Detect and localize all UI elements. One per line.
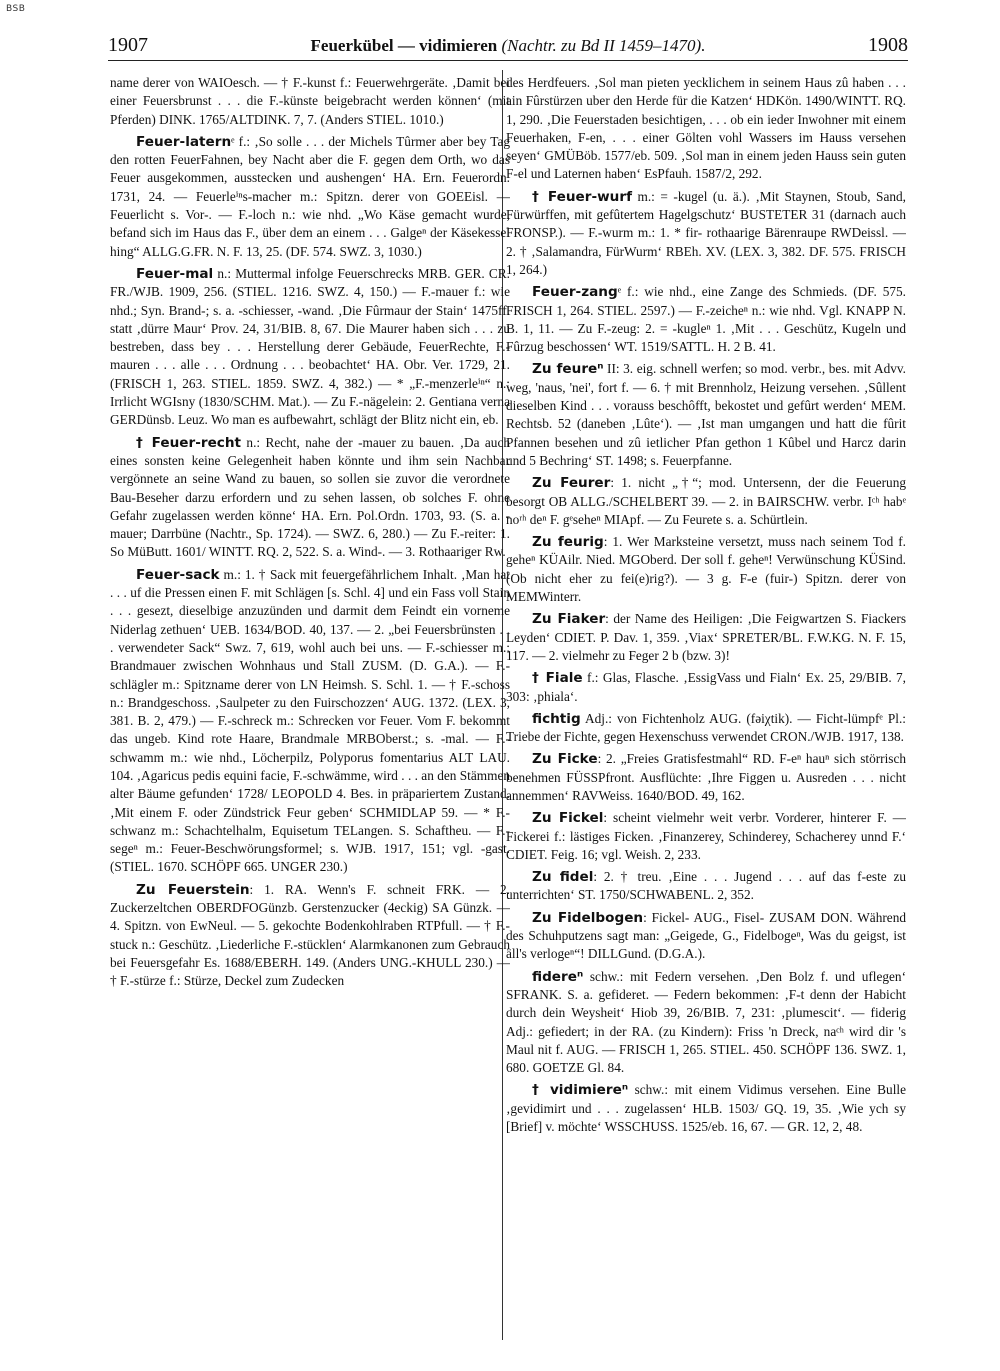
dictionary-entry: [506, 610, 906, 665]
entry-text: : der Name des Heiligen: ‚Die Feigwartzen S. Fiackers Leyden‘ CDIET. P. Dav. 1, 359. ‚Viax‘ SPRETER/BL. F.W.KG. N. F. 15, 117. — 2. vielmehr zu Feger 2 b (bzw. 3)!: [506, 611, 906, 663]
entry-headword: † vidimiereⁿ: [532, 1082, 629, 1099]
entry-headword: fidereⁿ: [532, 968, 584, 985]
dictionary-entry: [506, 188, 906, 279]
entry-headword: Zu Fidelbogen: [532, 909, 644, 926]
entry-text: : Fickel- AUG., Fisel- ZUSAM DON. Während des Schuhputzens sagt man: „Geigede, G., Fidelbogeⁿ, Was du geigst, ist äll's verlogeⁿ“! DILLGund. (D.G.A.).: [506, 909, 906, 962]
dictionary-entry: [110, 881, 510, 991]
entry-text: m.: = -kugel (u. ä.). ‚Mit Staynen, Stoub, Sand, Fürwürffen, mit gefûtertem Hagelgschutz‘ BUSTETER 31 (darnach auch FRONSP.). — F.-wurm m.: 1. * fir- rothaarige Bärenraupe RWDeissl. — 2. † ‚Salamandra, FürWurm‘ RBEh. XV. (LEX. 3, 382. DF. 575. FRISCH 1, 264.): [506, 188, 906, 277]
dictionary-entry: [506, 710, 906, 747]
right-column: [506, 74, 906, 1344]
entry-headword: † Feuer-wurf: [532, 188, 632, 205]
entry-headword: Zu Fickel: [532, 810, 604, 827]
dictionary-entry: [506, 533, 906, 606]
entry-text: : 2. „Freies Gratisfestmahl“ RD. F-eⁿ hauⁿ sich störrisch benehmen FÜSSPfront. Ausflüchte: ‚Ihre Figgen u. Ausreden . . . nicht annemmen‘ RAVWeiss. 1640/BOD. 49, 162.: [506, 751, 906, 803]
entry-text: : scheint vielmehr weit verbr. Vorderer, hinterer F. — Fickerei f.: lästiges Ficken. ‚Finanzerey, Schinderey, Schacherey unnd F.‘ CDIET. Feig. 16; vgl. Weish. 2, 233.: [506, 810, 906, 862]
dictionary-entry: [110, 566, 510, 877]
entry-text: : 1. nicht „†“; mod. Untersenn, der die Feuerung besorgt OB ALLG./SCHELBERT 39. — 2. in BAIRSCHW. verbr. Iᶜʰ habᵉ noʳʰ deⁿ F. gᵉseheⁿ MIApf. — Zu Feurete s. a. Schürtlein.: [506, 475, 906, 527]
running-title-reference: (Nachtr. zu Bd II 1459–1470).: [501, 36, 706, 55]
entry-text: : 1. RA. Wenn's F. schneit FRK. — 2. Zuckerzeltchen OBERDFOGünzb. Gerstenzucker (4eckig) SA Günzk. — 4. Spitzn. von EwNeul. — 5. gekochte Bodenkohlraben RTPfull. — † F.-stuck n.: Geschütz. ‚Liederliche F.-stücklen‘ Alarmkanonen zum Gebrauch bei Feuersgefahr Es. 1688/EBERH. 149. (Anders UNG.-KHULL 230.) — † F.-stürze f.: Stürze, Deckel zum Zudecken: [110, 881, 510, 989]
dictionary-entry: [506, 809, 906, 864]
dictionary-entry: [506, 909, 906, 964]
entry-headword: † Feuer-recht: [136, 434, 242, 451]
dictionary-entry: [110, 434, 510, 562]
left-column: [110, 74, 510, 1344]
entry-headword: Feuer-latern: [136, 133, 232, 150]
entry-text: ᵉ f.: wie nhd., eine Zange des Schmieds. (DF. 575. FRISCH 1, 264. STIEL. 2597.) — F.-zeicheⁿ n.: wie nhd. Vgl. KNAPP N. B. 1, 11. — Zu F.-zeug: 2. = -kugleⁿ 1. ‚Mit . . . Geschütz, Kugeln und Fûrzug beschossen‘ WT. 1519/SATTL. H. 2 B. 41.: [506, 284, 906, 355]
entry-headword: Zu Fiaker: [532, 611, 606, 628]
entry-headword: Zu Feuerstein: [136, 881, 250, 898]
page-header: [108, 28, 908, 61]
entry-headword: fichtig: [532, 710, 581, 727]
dictionary-entry: [110, 74, 510, 129]
entry-text: II: 3. eig. schnell werfen; so mod. verbr., bes. mit Advv. weg, 'naus, 'nei', fort f. — 6. † mit Brennholz, Heizung versehen. ‚Sûllent dieselben Kind . . . vorauss beschôfft, bekostet und gefûrt werden‘ MEM. Rechtsb. 52 (daneben ‚Lûte‘). — ‚Ist man umgangen und hatt die fûrit Pfannen besehen und zû ietlicher Pfan gethon 1 Kûbel und Harcz darin und 5 Bechring‘ ST. 1498; s. Feuerpfanne.: [506, 361, 906, 468]
entry-text: f.: Glas, Flasche. ‚EssigVass und Fialn‘ Ex. 25, 29/BIB. 7, 303: ‚phiala‘.: [506, 670, 906, 704]
entry-headword: Zu feurig: [532, 534, 604, 551]
dictionary-entry: [110, 265, 510, 430]
entry-text: n.: Muttermal infolge Feuerschrecks MRB. GER. CR. FR./WJB. 1909, 256. (STIEL. 1216. SWZ. 4, 150.) — F.-mauer f.: wie nhd.; Syn. Brand-; s. a. -schiesser, -wand. ‚Die Fûrmaur der Stain‘ 1475ff. statt ‚dürre Maur‘ Prov. 24, 31/BIB. 8, 67. Die Maurer haben sich . . . zu bestreben, dass bey . . . Herstellung derer Gebäude, FeuerRechte, F.-mauren . . . alle . . . Ordnung . . . beobachtet‘ HA. Obr. Ver. 1729, 21. (FRISCH 1, 263. STIEL. 1859. SWZ. 4, 382.) — * „F.-menzerleⁱⁿ“ n.: Irrlicht WGIsny (1830/SCHM. Mat.). — Zu F.-nägelein: 2. Gentiana verna GERDünsb. Leuz. Wo man es aufbewahrt, schlägt der Blitz nicht ein, eb.: [110, 265, 510, 428]
dictionary-entry: [506, 74, 906, 184]
entry-headword: † Fiale: [532, 670, 583, 687]
entry-text: : 1. Wer Marksteine versetzt, muss nach seinem Tod f. geheⁿ KÜAilr. Nied. MGOberd. Der soll f. geheⁿ! Verwünschung KÜSind. (Ob nicht eher zu fei(e)rig?). — 3 g. F-e (fuir-) Spitzn. derer von MEMWinterr.: [506, 534, 906, 605]
entry-text: : 2. † treu. ‚Eine . . . Jugend . . . auf das f-este zu unterrichten‘ ST. 1750/SCHWABENL. 2, 352.: [506, 869, 906, 903]
page-number-left: 1907: [108, 34, 148, 56]
dictionary-entry: [506, 360, 906, 470]
entry-headword: Zu fidel: [532, 869, 594, 886]
dictionary-entry: [506, 868, 906, 905]
entry-text: m.: 1. † Sack mit feuergefährlichem Inhalt. ‚Man hat . . . uf die Pressen einen F. mit Schlägen [s. Schl. 4] und ein Fass voll Stain . . . gesezt, dieselbige anzuzünden und darmit dem Feindt ein vorneme Niderlag zethuen‘ UEB. 1634/BOD. 40, 137. — 2. „bei Feuersbrünsten . . . verwendeter Sack“ Swz. 7, 619, wohl auch bei uns. — F.-schiesser m.: Brandmauer zwischen Wohnhaus und Stall ZUSM. (D. G.A.). — F.-schlägler m.: Spitzname derer von LN Heimsh. S. Schl. 1. — † F.-schoss n.: Brandgeschoss. ‚Saulpeter zu den Fuirschozzen‘ AUG. 1372. (LEX. 3, 381. B. 2, 479.) — F.-schreck m.: Schrecken vor Feuer. Vom F. bekommt das ungeb. Kind rote Haare, Brandmale MRBOberst.; s. -mal. — F.-schwamm m.: wie nhd., Löcherpilz, Polyporus fomentarius ALT LAU. 104. ‚Agaricus pedis equini facie, F.-schwämme, wird . . . an den Stämmen alter Bäume gefunden‘ 1728/ LEOPOLD 4. Bes. in präpariertem Zustand. ‚Mit einem F. oder Zündstrick Feur geben‘ SCHMIDLAP 59. — * F.-schwanz m.: Schachtelhalm, Equisetum TELangen. S. Schaftheu. — F.-segeⁿ m.: Feuer-Beschwörungsformel; s. WJB. 1917, 151; vgl. -gast. (STIEL. 1670. SCHÖPF 665. UNGER 230.): [110, 566, 510, 875]
entry-headword: Zu feureⁿ: [532, 361, 604, 378]
entry-text: name derer von WAIOesch. — † F.-kunst f.: Feuerwehrgeräte. ‚Damit bei einer Feuersbrunst . . . die F.-künste beigebracht werden können‘ (mit Pferden) DINK. 1765/ALTDINK. 7, 7. (Anders STIEL. 1010.): [110, 75, 510, 127]
entry-headword: Zu Feurer: [532, 475, 611, 492]
entry-text: Adj.: von Fichtenholz AUG. (fəiχtik). — Ficht-lümpfᵉ Pl.: Triebe der Fichte, gegen Hexenschuss verwendet CRON./WJB. 1917, 138.: [506, 710, 906, 745]
dictionary-entry: [506, 474, 906, 529]
entry-text: schw.: mit einem Vidimus versehen. Eine Bulle ‚gevidimirt und . . . zugelassen‘ HLB. 1503/ GQ. 19, 35. ‚Wie ych sy [Brief] v. möchte‘ WSSCHUSS. 1525/eb. 16, 67. — GR. 12, 2, 48.: [506, 1082, 906, 1135]
entry-headword: Zu Ficke: [532, 751, 598, 768]
entry-text: des Herdfeuers. ‚Sol man pieten yecklichem in seinem Haus zû haben . . . ain Fûrstürzen uber den Herde für die Katzen‘ HDKön. 1490/WINTT. RQ. 1, 290. ‚Die Feuerstaden besichtigen, . . . ob ein ieder Inwohner mit einem Feuerhaken, F-en, . . . einer Gölten vohl Wassers im Hauss versehen seyen‘ GMÜBöb. 1577/eb. 509. ‚Sol man in einem jeden Hauss sein guten F-el und Laternen haben‘ EsPfauh. 1587/2, 292.: [506, 75, 906, 182]
entry-headword: Feuer-sack: [136, 566, 220, 583]
dictionary-entry: [506, 669, 906, 706]
scan-stamp: BSB: [6, 4, 26, 14]
entry-headword: Feuer-zang: [532, 284, 618, 301]
dictionary-entry: [506, 283, 906, 356]
running-title-main: Feuerkübel — vidimieren: [310, 36, 498, 55]
dictionary-entry: [506, 968, 906, 1078]
dictionary-entry: [506, 1081, 906, 1136]
entry-text: n.: Recht, nahe der -mauer zu bauen. ‚Da auch eines sonsten keine Gelegenheit haben könnte und ihm sein Nachbar vergönnete an seine Wand zu bauen, so sollen sie zuvor die verordnete Bau-Beseher darzu erfordern und zu sehen lassen, ob solches F. ohne Gefahr zugelassen werden könne‘ HA. Ern. Pol.Ordn. 1703, 93. (S. a. -mauer; Darrbüne (Nachtr., Sp. 1724). — SWZ. 6, 280.) — Zu F.-reiter: 1. So MüButt. 1601/ WINTT. RQ. 2, 522. S. a. Wind-. — 3. Rothaariger Rw.: [110, 434, 510, 560]
page-number-right: 1908: [868, 34, 908, 56]
dictionary-entry: [506, 750, 906, 805]
entry-text: schw.: mit Federn versehen. ‚Den Bolz f. und uflegen‘ SFRANK. S. a. gefideret. — Federn bekommen: ‚F-t denn der Habicht durch dein Weysheit‘ Hiob 39, 26/BIB. 7, 231: ‚plumescit‘. — fiderig Adj.: gefiedert; in der RA. (zu Kindern): Friss 'n Dreck, naᶜʰ wird dir 's Maul nit f. AUG. — FRISCH 1, 265. STIEL. 450. SCHÖPF 136. SWZ. 1, 680. GOETZE Gl. 84.: [506, 968, 906, 1076]
entry-headword: Feuer-mal: [136, 265, 214, 282]
entry-text: ᵉ f.: ‚So solle . . . der Michels Tûrmer aber bey Tag den rotten FeuerFahnen, bey Nacht aber die F. gegen dem Orth, wo das Feuer ausgekommen, ausstecken und aushengen‘ HA. Ern. Feuerordn. 1731, 24. — Feuerleⁱⁿs-macher m.: Spitzn. derer von GOEEisl. — Feuerlicht s. Vor-. — F.-loch n.: wie nhd. „Wo Käse gemacht wurde, befand sich im Haus das F., über dem an einem . . . Galgeⁿ der Käsekessel hing“ ALLG.G.FR. N. F. 13, 25. (DF. 574. SWZ. 3, 1030.): [110, 133, 510, 259]
running-title: [108, 36, 908, 56]
dictionary-entry: [110, 133, 510, 261]
